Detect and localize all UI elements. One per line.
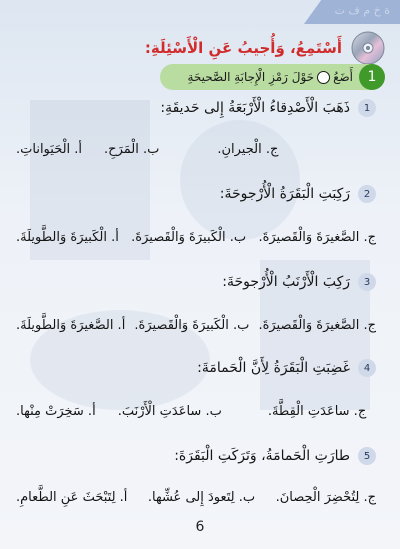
question-2-options bbox=[16, 226, 376, 248]
circle-icon bbox=[317, 71, 330, 84]
task-instruction bbox=[187, 70, 353, 84]
question-1-options bbox=[16, 138, 376, 160]
page-number: 6 bbox=[195, 519, 205, 535]
question-text: ذَهَبَ الْأَصْدِقاءُ الْأَرْبَعَةُ إِلى حَديقَةِ: bbox=[160, 100, 350, 116]
question-4-options bbox=[16, 400, 376, 422]
task-number: 1 bbox=[359, 64, 385, 90]
option-c[interactable]: ج. الْجيرانِ. bbox=[217, 141, 279, 157]
question-number: 1 bbox=[358, 99, 376, 117]
question-text: رَكِبَ الْأَرْنَبُ الْأُرْجوحَةَ: bbox=[222, 274, 350, 290]
option-a[interactable]: أ. سَخِرَتْ مِنْها. bbox=[16, 403, 96, 419]
option-c[interactable]: ج. الصَّغيرَةَ وَالْقَصيرَةَ. bbox=[258, 229, 376, 245]
listening-instruction: أَسْتَمِعُ، وَأُجيبُ عَنِ الْأَسْئِلَةِ: bbox=[144, 39, 342, 57]
option-b[interactable]: ب. لِتَعودَ إِلى عُشِّها. bbox=[147, 489, 256, 505]
question-3-options bbox=[16, 314, 376, 336]
question-2 bbox=[220, 182, 376, 206]
question-number: 2 bbox=[358, 185, 376, 203]
option-c[interactable]: ج. ساعَدَتِ الْقِطَّةَ. bbox=[267, 403, 367, 419]
audio-cd-icon[interactable] bbox=[350, 30, 386, 66]
option-a[interactable]: أ. الْكَبيرَةَ وَالطَّويلَةَ. bbox=[16, 229, 119, 245]
option-b[interactable]: ب. ساعَدَتِ الْأَرْنَبَ. bbox=[117, 403, 222, 419]
task-bar bbox=[160, 64, 384, 90]
question-5-options bbox=[16, 486, 376, 508]
question-number: 5 bbox=[358, 447, 376, 465]
option-b[interactable]: ب. الْمَرَحِ. bbox=[104, 141, 160, 157]
option-b[interactable]: ب. الْكَبيرَةَ وَالْقَصيرَةَ. bbox=[131, 229, 247, 245]
question-text: غَضِبَتِ الْبَقَرَةُ لِأَنَّ الْحَمامَةَ: bbox=[197, 360, 350, 376]
option-c[interactable]: ج. الصَّغيرَةَ وَالْقَصيرَةَ. bbox=[258, 317, 376, 333]
option-a[interactable]: أ. الصَّغيرَةَ وَالطَّويلَةَ. bbox=[16, 317, 126, 333]
option-c[interactable]: ج. لِتُحْضِرَ الْحِصانَ. bbox=[275, 489, 376, 505]
question-1 bbox=[160, 96, 376, 120]
question-text: رَكِبَتِ الْبَقَرَةُ الْأُرْجوحَةَ: bbox=[219, 186, 350, 202]
question-number: 4 bbox=[358, 359, 376, 377]
question-5 bbox=[174, 444, 376, 468]
corner-text: ة خ م ف ت bbox=[334, 4, 390, 17]
question-number: 3 bbox=[358, 273, 376, 291]
question-text: طارَتِ الْحَمامَةُ، وَتَرَكَتِ الْبَقَرَةَ: bbox=[174, 448, 350, 464]
option-a[interactable]: أ. لِتَبْحَثَ عَنِ الطَّعامِ. bbox=[16, 489, 128, 505]
instruction-header bbox=[145, 28, 386, 68]
question-4 bbox=[197, 356, 376, 380]
task-text-before: أَضَعُ bbox=[333, 70, 353, 84]
question-3 bbox=[222, 270, 376, 294]
option-b[interactable]: ب. الْكَبيرَةَ وَالْقَصيرَةَ. bbox=[134, 317, 250, 333]
task-text-after: حَوْلَ رَمْزِ الْإِجابَةِ الصَّحيحَةِ bbox=[187, 70, 315, 84]
option-a[interactable]: أ. الْحَيَواناتِ. bbox=[16, 141, 83, 157]
